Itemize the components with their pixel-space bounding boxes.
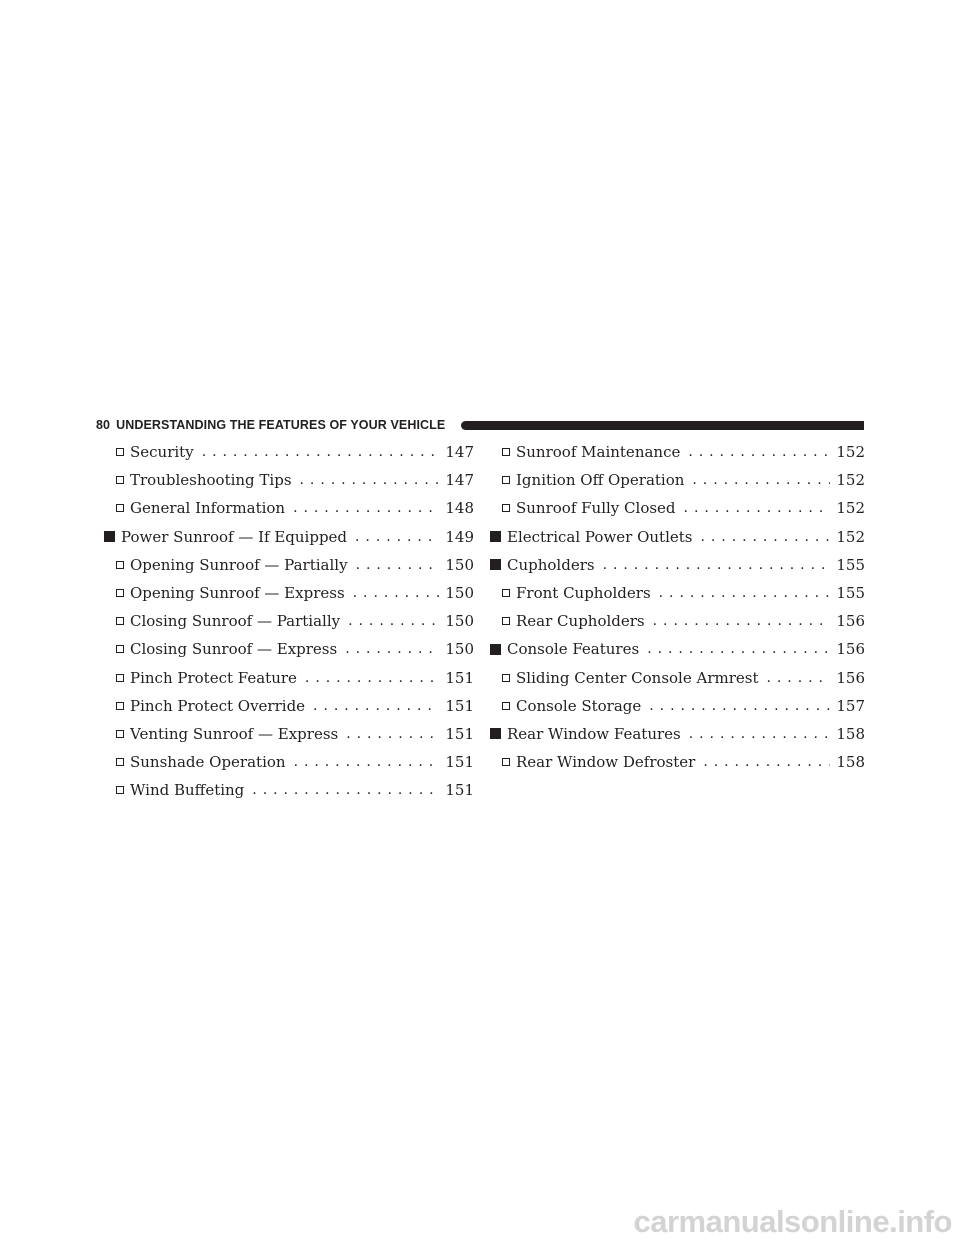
toc-entry-label: Security <box>130 443 194 462</box>
toc-entry-label: Pinch Protect Override <box>130 696 306 715</box>
toc-entry[interactable] <box>490 579 865 607</box>
toc-entry-label: Cupholders <box>507 555 595 574</box>
toc-entry-label: Rear Cupholders <box>516 612 645 631</box>
toc-entry[interactable] <box>104 748 474 776</box>
toc-entry-page: 151 <box>445 668 474 687</box>
toc-entry-page: 152 <box>836 499 865 518</box>
dot-leader <box>293 500 439 516</box>
toc-entry-label: Troubleshooting Tips <box>130 471 292 490</box>
toc-entry-label: Closing Sunroof — Partially <box>130 612 341 631</box>
toc-entry-page: 150 <box>445 640 474 659</box>
hollow-square-bullet-icon <box>116 448 124 456</box>
dot-leader <box>647 641 830 657</box>
dot-leader <box>345 641 439 657</box>
hollow-square-bullet-icon <box>116 476 124 484</box>
dot-leader <box>348 613 439 629</box>
dot-leader <box>649 698 830 714</box>
hollow-square-bullet-icon <box>116 674 124 682</box>
toc-entry[interactable] <box>104 579 474 607</box>
toc-entry[interactable] <box>490 523 865 551</box>
dot-leader <box>305 670 439 686</box>
toc-entry-page: 158 <box>836 753 865 772</box>
toc-entry[interactable] <box>104 776 474 804</box>
toc-entry-page: 147 <box>445 471 474 490</box>
solid-square-bullet-icon <box>104 531 115 542</box>
dot-leader <box>692 472 830 488</box>
toc-entry-label: Opening Sunroof — Partially <box>130 555 348 574</box>
toc-column-right <box>490 438 865 776</box>
toc-entry[interactable] <box>490 720 865 748</box>
page-number: 80 <box>96 418 111 432</box>
hollow-square-bullet-icon <box>116 561 124 569</box>
toc-entry-page: 155 <box>836 584 865 603</box>
dot-leader <box>688 444 830 460</box>
toc-entry-page: 151 <box>445 696 474 715</box>
toc-entry-page: 151 <box>445 724 474 743</box>
watermark: carmanualsonline.info <box>633 1204 952 1239</box>
toc-entry-page: 156 <box>836 640 865 659</box>
dot-leader <box>202 444 440 460</box>
hollow-square-bullet-icon <box>116 589 124 597</box>
toc-entry[interactable] <box>490 607 865 635</box>
toc-entry-page: 152 <box>836 443 865 462</box>
toc-entry-page: 156 <box>836 612 865 631</box>
toc-entry[interactable] <box>104 523 474 551</box>
toc-entry-label: Rear Window Features <box>507 724 681 743</box>
hollow-square-bullet-icon <box>116 504 124 512</box>
toc-entry[interactable] <box>104 551 474 579</box>
toc-entry[interactable] <box>490 748 865 776</box>
dot-leader <box>703 754 830 770</box>
dot-leader <box>294 754 440 770</box>
solid-square-bullet-icon <box>490 559 501 570</box>
toc-entry-label: Console Storage <box>516 696 642 715</box>
toc-entry[interactable] <box>104 466 474 494</box>
toc-entry[interactable] <box>490 551 865 579</box>
hollow-square-bullet-icon <box>502 702 510 710</box>
dot-leader <box>353 585 440 601</box>
toc-entry-label: Power Sunroof — If Equipped <box>121 527 348 546</box>
toc-entry-label: Opening Sunroof — Express <box>130 584 345 603</box>
toc-entry-page: 152 <box>836 527 865 546</box>
dot-leader <box>356 557 440 573</box>
dot-leader <box>689 726 831 742</box>
hollow-square-bullet-icon <box>502 448 510 456</box>
hollow-square-bullet-icon <box>116 617 124 625</box>
toc-entry-label: Front Cupholders <box>516 584 651 603</box>
toc-entry-label: Sunshade Operation <box>130 753 286 772</box>
header-rule-bar <box>461 421 864 430</box>
solid-square-bullet-icon <box>490 531 501 542</box>
toc-entry[interactable] <box>490 494 865 522</box>
toc-entry-label: Electrical Power Outlets <box>507 527 693 546</box>
dot-leader <box>252 782 439 798</box>
toc-entry-label: Pinch Protect Feature <box>130 668 297 687</box>
toc-entry-label: Venting Sunroof — Express <box>130 724 339 743</box>
toc-entry-label: Wind Buffeting <box>130 781 245 800</box>
hollow-square-bullet-icon <box>116 786 124 794</box>
toc-entry-label: Sunroof Fully Closed <box>516 499 676 518</box>
toc-entry[interactable] <box>104 720 474 748</box>
dot-leader <box>684 500 831 516</box>
toc-entry[interactable] <box>104 438 474 466</box>
toc-entry[interactable] <box>490 692 865 720</box>
toc-entry-label: Closing Sunroof — Express <box>130 640 338 659</box>
toc-entry-page: 150 <box>445 612 474 631</box>
toc-entry[interactable] <box>104 692 474 720</box>
dot-leader <box>701 529 831 545</box>
hollow-square-bullet-icon <box>116 730 124 738</box>
toc-entry-label: General Information <box>130 499 286 518</box>
dot-leader <box>313 698 439 714</box>
dot-leader <box>603 557 831 573</box>
dot-leader <box>653 613 831 629</box>
toc-entry-page: 149 <box>445 527 474 546</box>
toc-entry-page: 151 <box>445 753 474 772</box>
solid-square-bullet-icon <box>490 644 501 655</box>
dot-leader <box>355 529 439 545</box>
toc-entry-label: Sunroof Maintenance <box>516 443 681 462</box>
toc-entry-page: 151 <box>445 781 474 800</box>
toc-entry[interactable] <box>490 438 865 466</box>
dot-leader <box>767 670 831 686</box>
toc-entry[interactable] <box>490 466 865 494</box>
toc-entry-page: 158 <box>836 724 865 743</box>
toc-entry[interactable] <box>104 664 474 692</box>
toc-entry-page: 150 <box>445 555 474 574</box>
toc-entry-page: 147 <box>445 443 474 462</box>
toc-column-left <box>104 438 474 804</box>
hollow-square-bullet-icon <box>502 617 510 625</box>
toc-entry-page: 156 <box>836 668 865 687</box>
toc-entry-page: 157 <box>836 696 865 715</box>
toc-entry[interactable] <box>104 635 474 663</box>
toc-entry-page: 150 <box>445 584 474 603</box>
hollow-square-bullet-icon <box>116 758 124 766</box>
hollow-square-bullet-icon <box>502 504 510 512</box>
toc-entry[interactable] <box>104 494 474 522</box>
hollow-square-bullet-icon <box>502 674 510 682</box>
toc-entry-label: Ignition Off Operation <box>516 471 685 490</box>
toc-entry-label: Rear Window Defroster <box>516 753 696 772</box>
hollow-square-bullet-icon <box>502 758 510 766</box>
section-title: UNDERSTANDING THE FEATURES OF YOUR VEHICLE <box>116 418 446 432</box>
solid-square-bullet-icon <box>490 728 501 739</box>
toc-entry-page: 155 <box>836 555 865 574</box>
hollow-square-bullet-icon <box>502 476 510 484</box>
toc-entry[interactable] <box>490 664 865 692</box>
hollow-square-bullet-icon <box>116 702 124 710</box>
toc-entry-page: 152 <box>836 471 865 490</box>
toc-entry-label: Sliding Center Console Armrest <box>516 668 759 687</box>
toc-entry-label: Console Features <box>507 640 640 659</box>
header-text <box>96 418 445 432</box>
hollow-square-bullet-icon <box>116 645 124 653</box>
toc-entry-page: 148 <box>445 499 474 518</box>
toc-entry[interactable] <box>490 635 865 663</box>
dot-leader <box>346 726 439 742</box>
dot-leader <box>300 472 440 488</box>
dot-leader <box>659 585 831 601</box>
page-header <box>96 416 864 436</box>
toc-entry[interactable] <box>104 607 474 635</box>
hollow-square-bullet-icon <box>502 589 510 597</box>
